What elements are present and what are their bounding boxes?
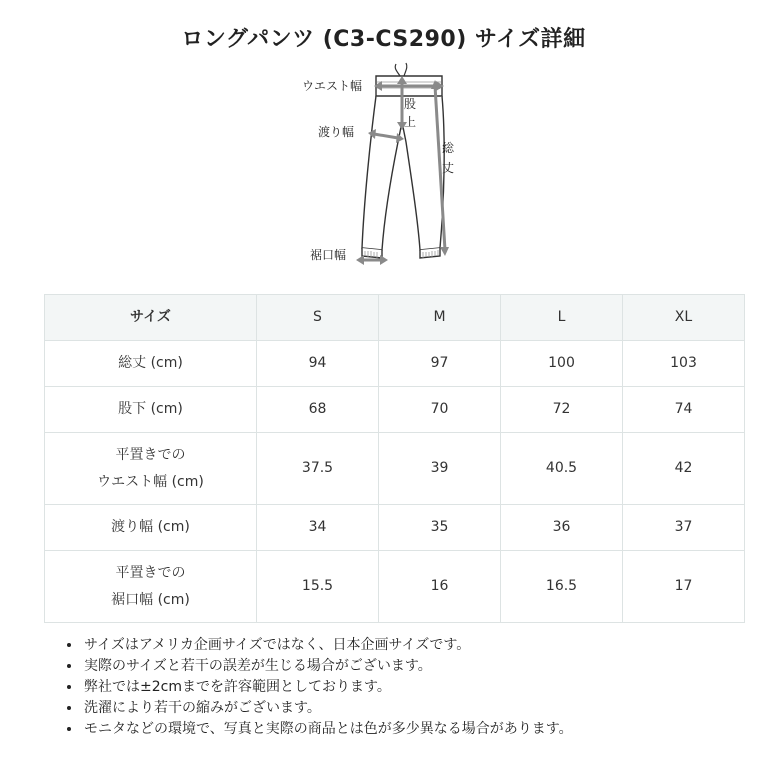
table-cell: 97 (379, 341, 501, 387)
header-size-xl: XL (623, 295, 745, 341)
table-cell: 94 (257, 341, 379, 387)
list-item: • サイズはアメリカ企画サイズではなく、日本企画サイズです。 (82, 635, 767, 656)
table-cell: 103 (623, 341, 745, 387)
table-cell: 35 (379, 505, 501, 551)
page-title: ロングパンツ (C3-CS290) サイズ詳細 (181, 27, 586, 52)
table-row (45, 551, 745, 623)
table-cell: 15.5 (257, 551, 379, 623)
label-waist: ウエスト幅 (302, 79, 363, 93)
table-cell: 36 (501, 505, 623, 551)
table-cell: 72 (501, 387, 623, 433)
list-item: • モニタなどの環境で、写真と実際の商品とは色が多少異なる場合があります。 (82, 719, 767, 740)
table-cell: 42 (623, 433, 745, 505)
table-cell: 100 (501, 341, 623, 387)
row-label-total-length: 総丈 (cm) (45, 341, 257, 387)
table-cell: 40.5 (501, 433, 623, 505)
drawstring (395, 63, 407, 76)
table-row (45, 341, 745, 387)
header-size-label: サイズ (45, 295, 257, 341)
list-item: • 弊社では±2cmまでを許容範囲としております。 (82, 677, 767, 698)
table-cell: 16.5 (501, 551, 623, 623)
row-label-inseam: 股下 (cm) (45, 387, 257, 433)
label-length-1: 総 (442, 141, 455, 155)
table-cell: 37.5 (257, 433, 379, 505)
header-size-s: S (257, 295, 379, 341)
row-label-waist: 平置きでの ウエスト幅 (cm) (45, 433, 257, 505)
label-hem: 裾口幅 (310, 248, 347, 262)
table-header-row (45, 295, 745, 341)
notes-list (62, 635, 767, 740)
header-size-l: L (501, 295, 623, 341)
list-item: • 洗濯により若干の縮みがございます。 (82, 698, 767, 719)
table-cell: 74 (623, 387, 745, 433)
table-cell: 17 (623, 551, 745, 623)
label-thigh: 渡り幅 (318, 125, 355, 139)
table-row (45, 387, 745, 433)
header-size-m: M (379, 295, 501, 341)
size-table (44, 294, 745, 623)
table-cell: 16 (379, 551, 501, 623)
left-leg (362, 96, 402, 250)
long-pants-outline-icon (280, 62, 500, 272)
label-rise-2: 上 (404, 115, 417, 129)
list-item: • 実際のサイズと若干の誤差が生じる場合がございます。 (82, 656, 767, 677)
table-cell: 39 (379, 433, 501, 505)
pants-diagram (280, 62, 500, 272)
table-row (45, 505, 745, 551)
row-label-thigh: 渡り幅 (cm) (45, 505, 257, 551)
table-cell: 37 (623, 505, 745, 551)
table-cell: 70 (379, 387, 501, 433)
table-cell: 34 (257, 505, 379, 551)
table-cell: 68 (257, 387, 379, 433)
table-row (45, 433, 745, 505)
row-label-hem: 平置きでの 裾口幅 (cm) (45, 551, 257, 623)
label-rise-1: 股 (404, 97, 417, 111)
label-length-2: 丈 (442, 161, 455, 175)
